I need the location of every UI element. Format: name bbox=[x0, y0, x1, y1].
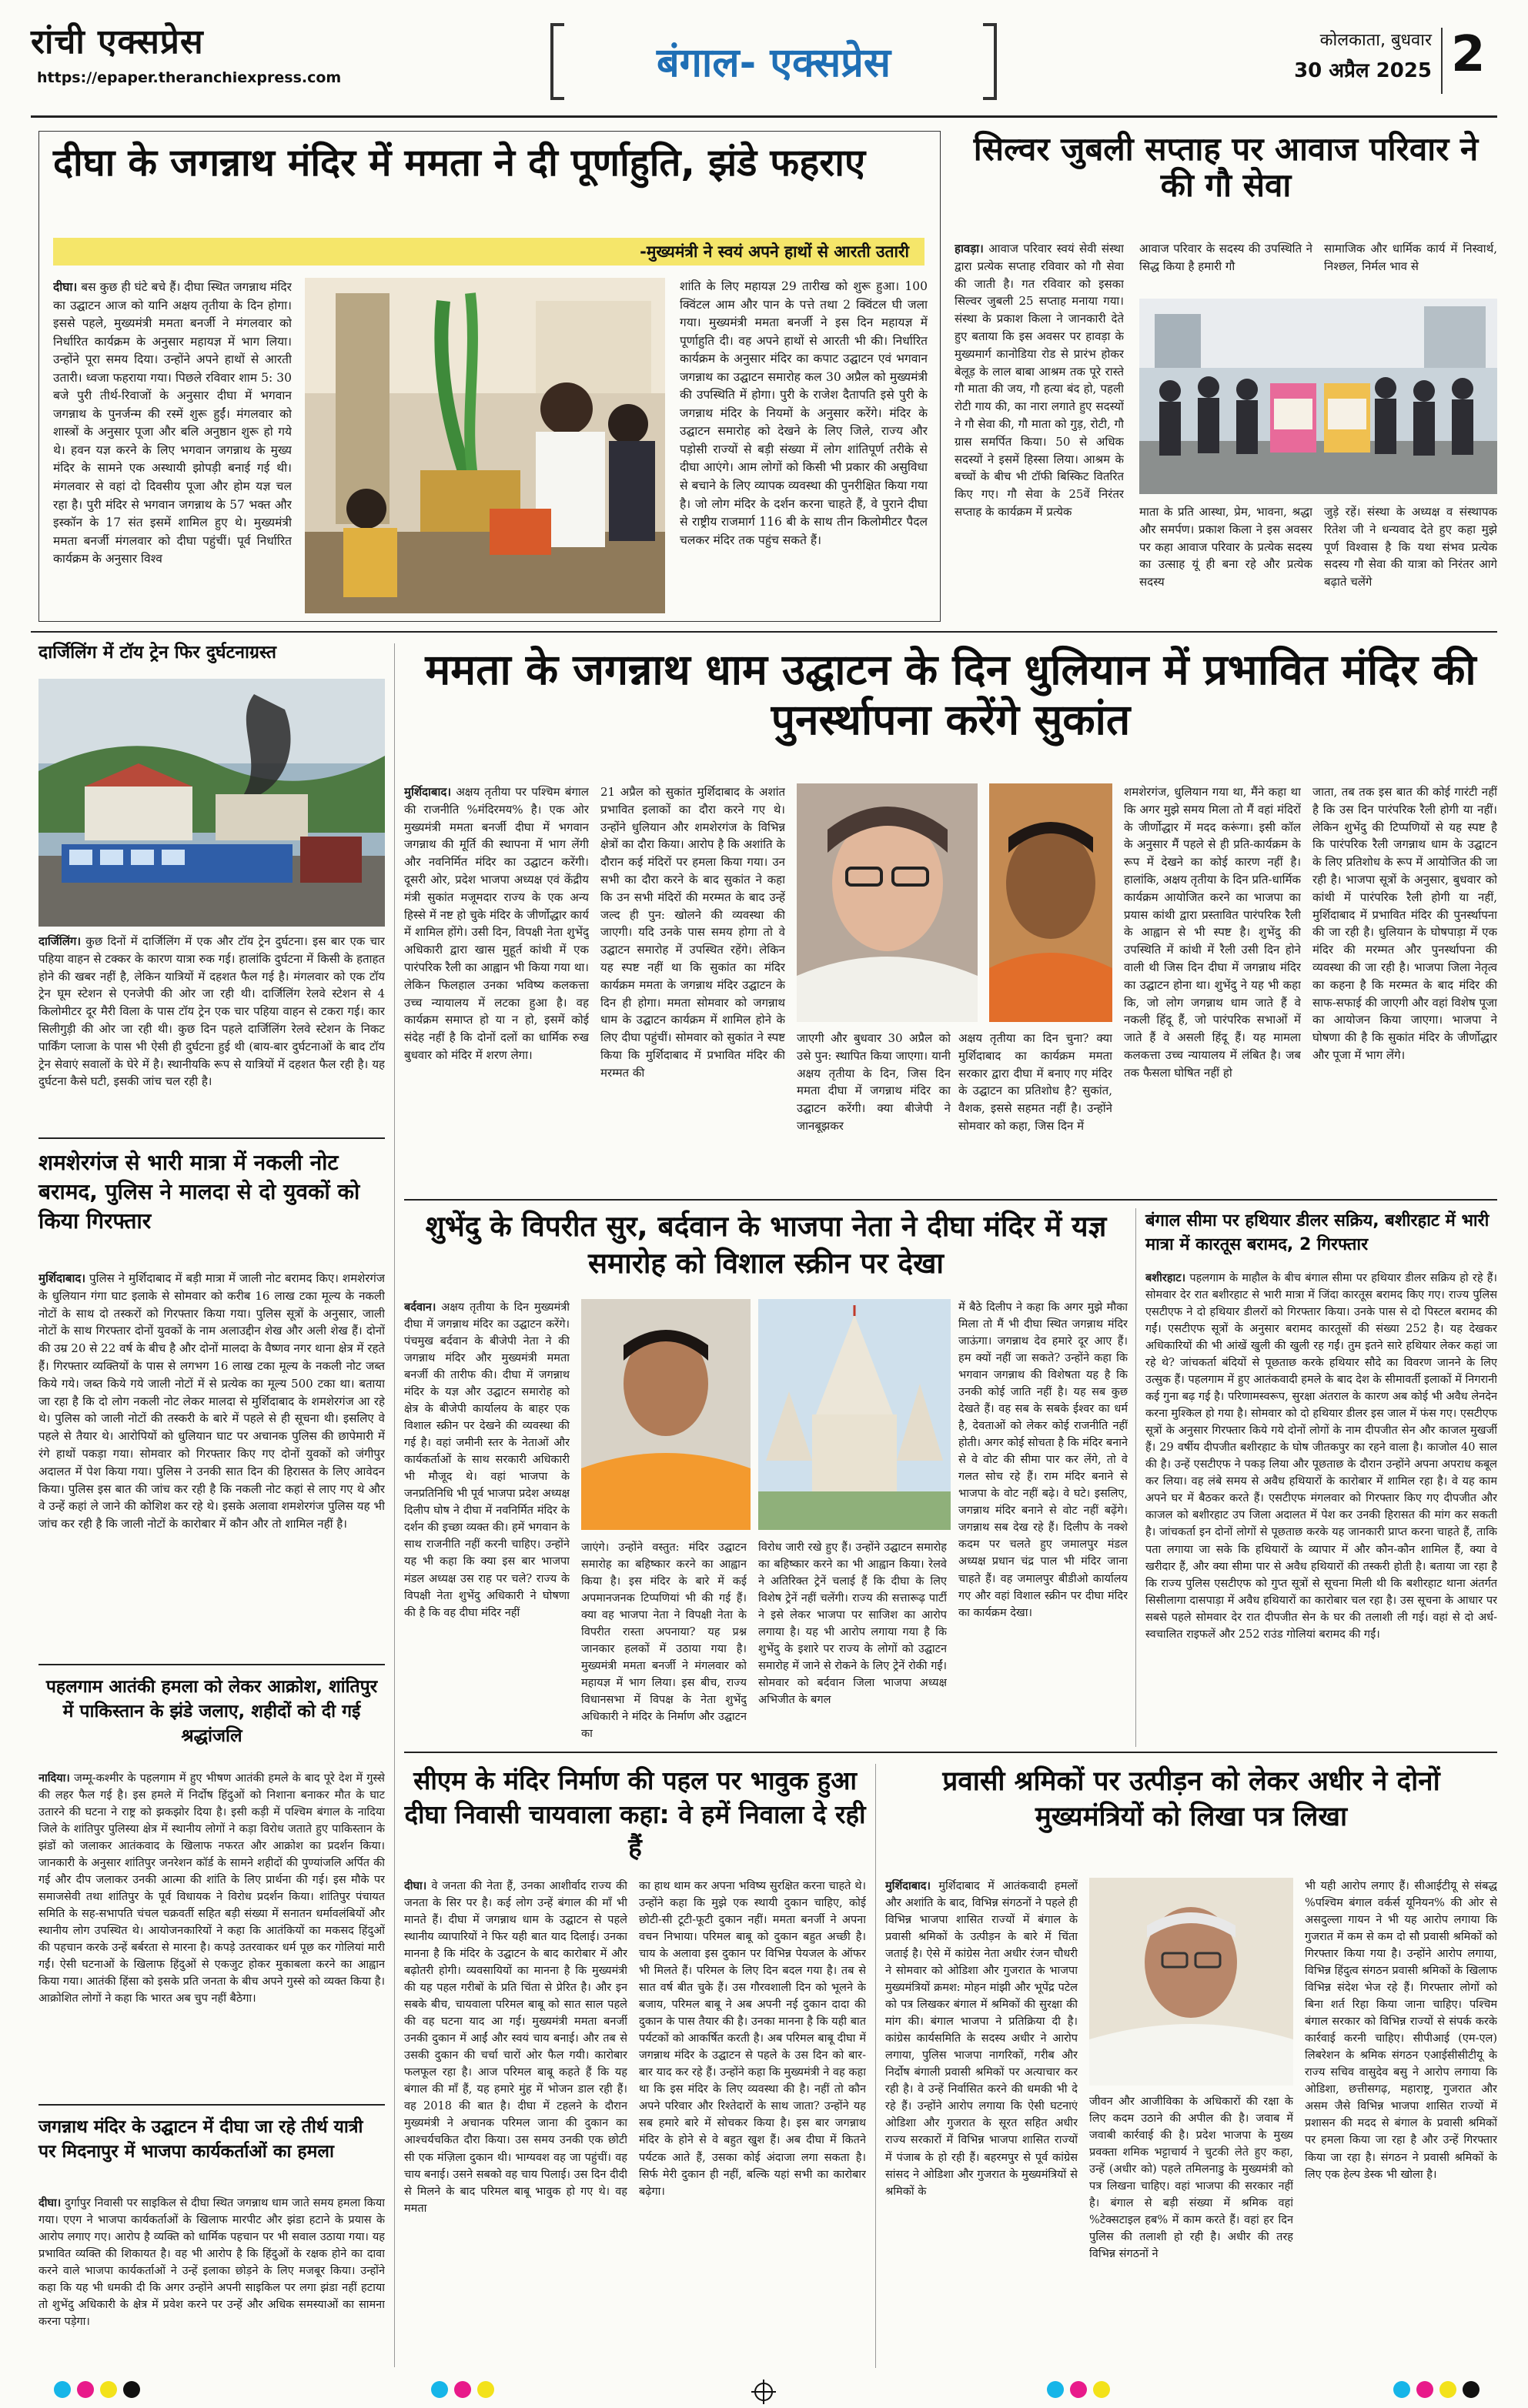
dhulian-col2-wrap bbox=[600, 783, 785, 1191]
rule-mid-1 bbox=[404, 1199, 1497, 1201]
reg-dot-magenta bbox=[77, 2381, 94, 2398]
story-bardhaman bbox=[404, 1208, 1128, 1282]
dateline-silver: हावड़ा। bbox=[955, 242, 984, 255]
bardhaman-text-col3: विरोध जारी रखे हुए हैं। उन्होंने उद्घाटन समारोह का बहिष्कार करने का भी आह्वान किया। रेलवे ने अतिरिक्त ट्रेनें चलाई हैं कि दीघा के लिए विशेष ट्रेनें नहीं चलेंगी। राज्य की सत्तारूढ़ पार्टी ने इसे लेकर भाजपा पर साजिश का आरोप लगाया है। यह भी आरोप लगाया गया है कि शुभेंदु के इशारे पर राज्य के लोगों को उद्घाटन समारोह में जाने से रोकने के लिए ट्रेनें रोकी गईं। सोमवार को बर्दवान जिला भाजपा अध्यक्ष अभिजीत के बगल bbox=[758, 1541, 947, 1707]
dhulian-text-col5: शमशेरगंज, धुलियान गया था, मैंने कहा था कि अगर मुझे समय मिला तो मैं वहां मंदिरों के जीर्णोद्धार में मदद करूंगा। इसी कॉल के अनुसार मैं पहले से ही प्रति-कार्यक्रम के रूप में देखने का कोई कारण नहीं है। हालांकि, अक्षय तृतीया के दिन प्रति-धार्मिक कार्यक्रम आयोजित करने का भाजपा का प्रयास कांथी द्वारा प्रस्तावित पारंपरिक रैली के आह्वान से भी स्पष्ट है। शुभेंदु की उपस्थिति में कांथी में रैली उसी दिन होने वाली थी जिस दिन दीघा में जगन्नाथ मंदिर का उद्घाटन होना था। शुभेंदु ने यह भी कहा कि, जो लोग जगन्नाथ धाम जाते हैं वे नकली हिंदू हैं, जो पारंपरिक सभाओं में जाते हैं वे असली हिंदू हैं। यह मामला कलकत्ता उच्च न्यायालय में लंबित है। जब तक फैसला घोषित नहीं हो bbox=[1124, 785, 1301, 1080]
photo-toy-train bbox=[38, 679, 385, 927]
headline-silver: सिल्वर जुबली सप्ताह पर आवाज परिवार ने की गौ सेवा bbox=[973, 130, 1479, 205]
notes-body-wrap bbox=[38, 1270, 385, 1655]
photo-mamata-yagna bbox=[305, 278, 665, 613]
masthead-date-block bbox=[1239, 28, 1432, 83]
silver-col5-wrap bbox=[1324, 503, 1497, 620]
pahalgam-text bbox=[38, 1770, 385, 2097]
darjeeling-text bbox=[38, 933, 385, 1131]
reg-dot-black-4 bbox=[1463, 2381, 1480, 2398]
headline-notes: शमशेरगंज से भारी मात्रा में नकली नोट बरामद, पुलिस ने मालदा से दो युवकों को किया गिरफ्तार bbox=[38, 1150, 360, 1234]
adhir-col2-wrap bbox=[1089, 2093, 1293, 2367]
reg-dot-yellow-3 bbox=[1093, 2381, 1110, 2398]
silver-text-col3: सामाजिक और धार्मिक कार्य में निस्वार्थ, निश्छल, निर्मल भाव से bbox=[1324, 242, 1497, 273]
story-darjeeling bbox=[38, 643, 385, 663]
teaseller-text-col1 bbox=[404, 1878, 627, 2367]
dhulian-text-col3: जाएगी और बुधवार 30 अप्रैल को उसे पुन: स्थापित किया जाएगा। यानी अक्षय तृतीया के दिन, जिस दिन ममता दीघा में जगन्नाथ मंदिर का उद्घाटन करेंगी। क्या बीजेपी ने जानबूझकर bbox=[797, 1031, 951, 1133]
rule-mid-2 bbox=[404, 1752, 1497, 1753]
masthead-divider bbox=[1441, 28, 1443, 94]
bardhaman-col4-wrap bbox=[958, 1299, 1128, 1742]
dhulian-col4-wrap bbox=[958, 1030, 1112, 1191]
notes-body-text: पुलिस ने मुर्शिदाबाद में बड़ी मात्रा में जाली नोट बरामद किए। शमशेरगंज के धुलियान गंगा घाट इलाके से सोमवार को करीब 16 लाख टका मूल्य के नकली नोटों के साथ दो तस्करों को गिरफ्तार किया गया। पुलिस सूत्रों के अनुसार, जाली नोटों के साथ गिरफ्तार दोनों युवकों के नाम अलाउद्दीन शेख और अली शेख हैं। दोनों की उम्र 20 से 22 वर्ष के बीच है और दोनों मालदा के वैष्णव नगर थाना क्षेत्र में रहते हैं। गिरफ्तार व्यक्तियों के पास से लगभग 16 लाख टका मूल्य के नकली नोट जब्त किये गये। जब्त किये गये जाली नोटों में से प्रत्येक का मूल्य 500 टका था। बताया जा रहा है कि दो लोग नकली नोट लेकर मालदा से मुर्शिदाबाद के शमशेरगंज आ रहे थे। पुलिस को जाली नोटों की तस्करी के बारे में पहले से ही सूचना थी। इसलिए वे पहले से तैयार थे। आरोपियों को धुलियान घाट पर अचानक पुलिस की छापेमारी में रंगे हाथों पकड़ा गया। सोमवार को गिरफ्तार किए गए दोनों युवकों को जंगीपुर अदालत में पेश किया गया। पुलिस ने उनकी सात दिन की हिरासत के लिए आवेदन किया। पुलिस इस बात की जांच कर रही है कि नकली नोट कहां से लाए गए थे और वे उन्हें कहां ले जाने की कोशिश कर रहे थे। इसके अलावा शमशेरगंज पुलिस यह भी जांच कर रही है कि जाली नोटों के कारोबार में कौन और तो शामिल नहीं है। bbox=[38, 1271, 385, 1531]
story-digha bbox=[38, 131, 941, 622]
headline-adhir: प्रवासी श्रमिकों पर उत्पीड़न को लेकर अधीर ने दोनों मुख्यमंत्रियों को लिखा पत्र लिखा bbox=[942, 1766, 1440, 1833]
reg-dot-yellow-2 bbox=[477, 2381, 494, 2398]
dateline-teaseller: दीघा। bbox=[404, 1879, 427, 1892]
dhulian-col5-wrap bbox=[1124, 783, 1301, 1191]
adhir-text-col2: जीवन और आजीविका के अधिकारों की रक्षा के लिए कदम उठाने की अपील की है। जवाब में जवाबी कार्रवाई की है। प्रदेश भाजपा के मुख्य प्रवक्ता शमिक भट्टाचार्य ने चुटकी लेते हुए कहा, उन्हें (अधीर को) पहले तमिलनाडु के मुख्यमंत्री को पत्र लिखना चाहिए। वहां भाजपा की सरकार नहीं है। बंगाल से बड़ी संख्या में श्रमिक वहां %टेक्सटाइल हब% में काम करते हैं। वहां हर दिन पुलिस की तलाशी हो रही है। अधीर की तरह विभिन्न संगठनों ने bbox=[1089, 2096, 1293, 2261]
dhulian-text-col4: अक्षय तृतीया का दिन चुना? क्या मुर्शिदाबाद का कार्यक्रम ममता सरकार द्वारा दीघा में बनाए गए मंदिर के उद्घाटन का प्रतिशोध है? सुकांत, वैशक, इससे सहमत नहीं है। उन्होंने सोमवार को कहा, जिस दिन में bbox=[958, 1031, 1112, 1133]
reg-dot-yellow bbox=[100, 2381, 117, 2398]
adhir-col1-text: मुर्शिदाबाद में आतंकवादी हमलों और अशांति के बाद, विभिन्न संगठनों ने पहले ही विभिन्न भाजपा शासित राज्यों में बंगाल के प्रवासी श्रमिकों के उत्पीड़न के बारे में चिंता जताई है। ऐसे में कांग्रेस नेता अधीर रंजन चौधरी ने सोमवार को ओडिशा और गुजरात के भाजपा मुख्यमंत्रियों क्रमश: मोहन मांझी और भूपेंद्र पटेल को पत्र लिखकर बंगाल में श्रमिकों की सुरक्षा की मांग की। बंगाल भाजपा ने प्रतिक्रिया दी है। कांग्रेस कार्यसमिति के सदस्य अधीर ने आरोप लगाया, पुलिस भाजपा नागरिकों, गरीब और निर्दोष बंगाली प्रवासी श्रमिकों पर अत्याचार कर रही है। वे उन्हें निर्वासित करने की धमकी भी दे रहे हैं। उन्होंने आरोप लगाया कि ऐसी घटनाएं ओडिशा और गुजरात के सूरत सहित अधीर राज्य सरकारों में विभिन्न भाजपा शासित राज्यों में पंजाब के हो रही हैं। बहरमपुर से पूर्व कांग्रेस सांसद ने ओडिशा और गुजरात के मुख्यमंत्रियों से श्रमिकों के bbox=[885, 1880, 1078, 2198]
story-pilgrim bbox=[38, 2115, 385, 2164]
border-body-wrap bbox=[1145, 1270, 1497, 1743]
story-adhir bbox=[885, 1764, 1497, 1835]
footer-color-strip bbox=[0, 2376, 1528, 2408]
teaseller-col2-wrap bbox=[639, 1878, 866, 2367]
bardhaman-col3-wrap bbox=[758, 1539, 947, 1742]
dateline-bardhaman: बर्दवान। bbox=[404, 1301, 436, 1314]
divider-left-column bbox=[394, 643, 395, 2367]
silver-text-col1 bbox=[955, 240, 1124, 620]
page-number: 2 bbox=[1451, 26, 1486, 83]
rule-left-3 bbox=[38, 2104, 385, 2106]
pilgrim-body-text: दुर्गापुर निवासी पर साइकिल से दीघा स्थित जगन्नाथ धाम जाते समय हमला किया गया। एएग ने भाजपा कार्यकर्ताओं के खिलाफ मारपीट और झंडा हटाने के प्रयास के आरोप लगाए गए। आरोप है व्यक्ति को धार्मिक पहचान पर भी सवाल उठाया गया। यह प्रभावित व्यक्ति की शिकायत है। वह भी आरोप है कि हिंदुओं के रक्षक होने का दावा करने वाले भाजपा कार्यकर्ताओं ने उन्हें इलाका छोड़ने के लिए मजबूर किया। उन्होंने कहा कि यह भी धमकी दी कि अगर उन्होंने अपनी साइकिल पर लगा झंडा नहीं हटाया तो शुभेंदु अधिकारी के क्षेत्र में प्रवेश करने पर उन्हें और अधिक समस्याओं का सामना करना पड़ेगा। bbox=[38, 2197, 385, 2329]
masthead-location-day: कोलकाता, बुधवार bbox=[1319, 31, 1432, 50]
photo-bjp-leader bbox=[581, 1299, 751, 1530]
notes-text bbox=[38, 1270, 385, 1655]
headline-pilgrim: जगन्नाथ मंदिर के उद्घाटन में दीघा जा रहे तीर्थ यात्री पर मिदनापुर में भाजपा कार्यकर्ताओं का हमला bbox=[38, 2117, 363, 2163]
bardhaman-text-col1 bbox=[404, 1299, 570, 1742]
reg-dot-black bbox=[123, 2381, 140, 2398]
subhead-digha: -मुख्यमंत्री ने स्वयं अपने हाथों से आरती उतारी bbox=[640, 242, 909, 261]
dhulian-col3-wrap bbox=[797, 1030, 951, 1191]
dhulian-col6-wrap bbox=[1312, 783, 1497, 1191]
border-body-text: पहलगाम के माहौल के बीच बंगाल सीमा पर हथियार डीलर सक्रिय हो रहे हैं। सोमवार देर रात बशीरहाट से भारी मात्रा में जिंदा कारतूस बरामद किए गए। राज्य पुलिस एसटीएफ ने दो हथियार डीलरों को गिरफ्तार किया। उनके पास से दो पिस्टल बरामद की गईं। एसटीएफ सूत्रों के अनुसार बरामद कारतूसों की संख्या 252 है। यह देखकर अधिकारियों की भी आंखें खुली की खुली रह गईं। तुम इतने सारे हथियार लेकर कहां जा रहे थे? जांचकर्ता बंदियों से पूछताछ करके हथियार सौदे का विवरण जानने के लिए उत्सुक हैं। पहलगाम में हुए आतंकवादी हमले के बाद देश के सीमावर्ती इलाकों में निगरानी कई गुना बढ़ गई है। परिणामस्वरूप, सुरक्षा अंतराल के कारण अब कोई भी अवैध लेनदेन करना मुश्किल हो गया है। सोमवार को दो हथियार डीलर इस जाल में फंस गए। एसटीएफ सूत्रों के अनुसार गिरफ्तार किये गये दोनों लोगों के नाम दीपजीत सेन और काजल मुखर्जी हैं। 29 वर्षीय दीपजीत बशीरहाट के घोष जीतकपुर का रहने वाला है। काजोल 40 साल की है। उन्हें एसटीएफ ने पकड़ लिया और पूछताछ के दौरान उन्होंने अपना अपराध कबूल कर लिया। वह लंबे समय से अवैध हथियारों के कारोबार में शामिल रहा है। वे यह काम अपने घर में बैठकर करते हैं। एसटीएफ मंगलवार को गिरफ्तार किए गए दीपजीत और काजल को बशीरहाट उप जिला अदालत में पेश कर उनकी हिरासत की मांग कर सकती है। जांचकर्ता इन दोनों लोगों से पूछताछ करके यह जानकारी प्राप्त करना चाहते हैं, ताकि पता लगाया जा सके कि हथियारों के व्यापार में और कौन-कौन शामिल हैं, क्या वे खरीदार हैं, और क्या सीमा पार से अवैध हथियारों की तस्करी होती है। बताया जा रहा है कि राज्य पुलिस एसटीएफ को गुप्त सूत्रों से सूचना मिली थी कि बशीरहाट थाना अंतर्गत सिसीलागा दासपाड़ा में अवैध हथियारों का कारोबार चल रहा है। उस सूचना के आधार पर सबसे पहले सोमवार देर रात दीपजीत सेन के घर की तलाशी ली गई। वहां से दो अर्ध-स्वचालित राइफलें और 252 राउंड गोलियां बरामद की गईं। bbox=[1145, 1272, 1497, 1641]
silver-col2-wrap bbox=[1139, 240, 1312, 291]
darjeeling-body-text: कुछ दिनों में दार्जिलिंग में एक और टॉय ट्रेन दुर्घटना। इस बार एक चार पहिया वाहन से टक्कर के कारण यात्रा रुक गई। हालांकि दुर्घटना में किसी के हताहत होने की खबर नहीं है, लेकिन यात्रियों में दहशत फैल गई है। मंगलवार को एक टॉय ट्रेन घूम स्टेशन से एनजेपी की ओर जा रही थी। दार्जिलिंग रेलवे स्टेशन से 4 किलोमीटर दूर मैरी विला के पास टॉय ट्रेन एक चार पहिया वाहन से टकरा गई। कार सिलीगुड़ी की ओर जा रही थी। कुछ दिन पहले दार्जिलिंग रेलवे स्टेशन के निकट पार्किंग प्लाजा के पास भी ऐसी ही दुर्घटना हुई थी (बाय-बार दुर्घटनाओं के बाद टॉय ट्रेन सेवाएं सवालों के घेरे में है। स्थानीयकि रूप से यात्रियों में दहशत फैल रही है। यह दुर्घटना कैसे घटी, इसकी जांच चल रही है। bbox=[38, 934, 385, 1089]
story-teaseller bbox=[404, 1764, 866, 1865]
headline-darjeeling: दार्जिलिंग में टॉय ट्रेन फिर दुर्घटनाग्रस्त bbox=[38, 643, 276, 663]
reg-dot-cyan-2 bbox=[431, 2381, 448, 2398]
headline-pahalgam: पहलगाम आतंकी हमला को लेकर आक्रोश, शांतिपुर में पाकिस्तान के झंडे जलाए, शहीदों को दी गई श्रद्धांजलि bbox=[45, 1677, 378, 1747]
section-banner bbox=[550, 23, 997, 94]
dateline-border: बशीरहाट। bbox=[1145, 1271, 1186, 1284]
registration-mark-icon bbox=[751, 2380, 776, 2404]
masthead-brand-block bbox=[31, 17, 342, 109]
rule-left-1 bbox=[38, 1137, 385, 1139]
masthead-brand: रांची एक्सप्रेस bbox=[31, 22, 204, 62]
teaseller-text-col2: का हाथ थाम कर अपना भविष्य सुरक्षित करना चाहते थे। उन्होंने कहा कि मुझे एक स्थायी दुकान चाहिए, कोई छोटी-सी टूटी-फूटी दुकान नहीं। ममता बनर्जी ने अपना वचन निभाया। परिमल बाबू को दुकान बहुत अच्छी है। चाय के अलावा इस दुकान पर विभिन्न पेयजल के ऑफर भी मिलते हैं। परिमल के लिए दिन बदल गया है। तब से सात वर्ष बीत चुके हैं। उस गौरवशाली दिन को भूलने के बजाय, परिमल बाबू ने अब अपनी नई दुकान दादा की दुकान के पास तैयार की है। उनका मानना है कि यही बात पर्यटकों को आकर्षित करती है। अब परिमल बाबू दीघा में जगन्नाथ मंदिर के उद्घाटन से पहले के उस दिन को बार-बार याद कर रहे हैं। उन्होंने कहा कि मुख्यमंत्री ने वह कहा था कि इस मंदिर के लिए व्यवस्था की है। नहीं तो कौन अपने परिवार और रिश्तेदारों के साथ जाता? उन्होंने यह सब हमारे बारे में सोचकर किया है। इस बार जगन्नाथ मंदिर के होने से वे बहुत खुश हैं। अब दीघा में कितने पर्यटक आते हैं, उसका कोई अंदाजा लगा सकता है। सिर्फ मेरी दुकान ही नहीं, बल्कि यहां सभी का कारोबार बढ़ेगा। bbox=[639, 1880, 866, 2198]
silver-col3-wrap bbox=[1324, 240, 1497, 291]
digha-text-col1 bbox=[53, 278, 292, 613]
headline-dhulian: ममता के जगन्नाथ धाम उद्घाटन के दिन धुलियान में प्रभावित मंदिर की पुनर्स्थापना करेंगे सुकांत bbox=[425, 645, 1476, 744]
dateline-pahalgam: नादिया। bbox=[38, 1772, 70, 1785]
adhir-text-col3: भी यही आरोप लगाए हैं। सीआईटीयू से संबद्ध %पश्चिम बंगाल वर्कर्स यूनियन% की ओर से असदुल्ला गायन ने भी यह आरोप लगाया कि गुजरात में कम से कम दो सौ प्रवासी श्रमिकों को गिरफ्तार किया गया है। उन्होंने आरोप लगाया, विभिन्न हिंदुत्व संगठन प्रवासी श्रमिकों के खिलाफ विभिन्न संदेश भेज रहे हैं। गिरफ्तार लोगों को बिना शर्त रिहा किया जाना चाहिए। पश्चिम बंगाल सरकार को विभिन्न राज्यों से संपर्क करके कार्रवाई करनी चाहिए। सीपीआई (एम-एल) लिबरेशन के श्रमिक संगठन एआईसीसीटीयू के राज्य सचिव वासुदेव बसु ने आरोप लगाया कि ओडिशा, छत्तीसगढ़, महाराष्ट्र, गुजरात और असम जैसे विभिन्न भाजपा शासित राज्यों में प्रशासन की मदद से बंगाल के प्रवासी श्रमिकों पर हमला किया जा रहा है और उन्हें गिरफ्तार किया जा रहा है। संगठन ने प्रवासी श्रमिकों के लिए एक हेल्प डेस्क भी खोला है। bbox=[1305, 1880, 1497, 2181]
digha-col1-wrap bbox=[53, 278, 292, 613]
dateline-notes: मुर्शिदाबाद। bbox=[38, 1271, 86, 1285]
reg-dot-yellow-4 bbox=[1439, 2381, 1456, 2398]
photo-mamata bbox=[797, 783, 978, 1022]
reg-dot-cyan bbox=[54, 2381, 71, 2398]
rule-left-2 bbox=[38, 1664, 385, 1665]
masthead-url-row bbox=[31, 68, 342, 88]
dhulian-text-col6: जाता, तब तक इस बात की कोई गारंटी नहीं है कि उस दिन पारंपरिक रैली होगी या नहीं। लेकिन शुभेंदु की टिप्पणियों से यह स्पष्ट है कि पारंपरिक रैली जगन्नाथ धाम के उद्घाटन के लिए प्रतिशोध के रूप में आयोजित की जा रही है। भाजपा सूत्रों के अनुसार, बुधवार को कांथी में पारंपरिक रैली होगी या नहीं, मुर्शिदाबाद में प्रभावित मंदिर की पुनर्स्थापना की जा रही है। धुलियान के घोषपाड़ा में एक मंदिर की मरम्मत और पुनर्स्थापना की व्यवस्था की जा रही है। भाजपा जिला नेतृत्व का कहना है कि मरम्मत के बाद मंदिर की साफ-सफाई की जाएगी और वहां विशेष पूजा का आयोजन किया जाएगा। भाजपा ने घोषणा की है कि सुकांत मंदिर के जीर्णोद्धार और पूजा में भाग लेंगे। bbox=[1312, 785, 1497, 1062]
silver-text-col5: जुड़े रहें। संस्था के अध्यक्ष व संस्थापक रितेश जी ने धन्यवाद देते हुए कहा मुझे पूर्ण विश्वास है कि यथा संभव प्रत्येक सदस्य गौ सेवा की यात्रा को निरंतर आगे बढ़ाते चलेंगे bbox=[1324, 505, 1497, 589]
adhir-col1-wrap bbox=[885, 1878, 1078, 2367]
rule-top-section bbox=[31, 631, 1497, 633]
dhulian-text-col2: 21 अप्रैल को सुकांत मुर्शिदाबाद के अशांत प्रभावित इलाकों का दौरा करने गए थे। उन्होंने धुलियान और शमशेरगंज के विभिन्न क्षेत्रों का दौरा किया। आरोप है कि अशांति के दौरान कई मंदिरों पर हमला किया गया। उन सभी का दौरा करने के बाद सुकांत ने कहा कि उन सभी मंदिरों की मरम्मत के बाद उन्हें जल्द ही पुन: खोलने की व्यवस्था की जाएगी। यदि उनके पास समय होगा तो वे उद्घाटन समारोह में उपस्थित रहेंगे। लेकिन यह स्पष्ट नहीं था कि सुकांत का मंदिर कार्यक्रम ममता के जगन्नाथ मंदिर उद्घाटन के दिन ही होगा। ममता सोमवार को जगन्नाथ धाम के उद्घाटन कार्यक्रम में शामिल होने के लिए दीघा पहुंचीं। सोमवार को सुकांत ने स्पष्ट किया कि मुर्शिदाबाद में प्रभावित मंदिर की मरम्मत की bbox=[600, 785, 785, 1080]
reg-dot-magenta-4 bbox=[1416, 2381, 1433, 2398]
dhulian-col1-text: अक्षय तृतीया पर पश्चिम बंगाल की राजनीति %मंदिरमय% है। एक ओर मुख्यमंत्री ममता बनर्जी दीघा में भगवान जगन्नाथ की मूर्ति की स्थापना में भाग लेंगी और नवनिर्मित मंदिर का उद्घाटन करेंगी। दूसरी ओर, प्रदेश भाजपा अध्यक्ष एवं केंद्रीय मंत्री सुकांत मजूमदार राज्य के एक अन्य हिस्से में नष्ट हो चुके मंदिर के जीर्णोद्धार कार्य में शामिल होंगे। उसी दिन, विपक्षी नेता शुभेंदु अधिकारी द्वारा खास मुहूर्त कांथी में एक पारंपरिक रैली का आह्वान भी किया गया था। लेकिन फिलहाल उनका भविष्य कलकत्ता उच्च न्यायालय में लटका हुआ है। वह कार्यक्रम समाप्त हो या न हो, इसमें कोई संदेह नहीं है कि दोनों दलों का धार्मिक रुख बुधवार को मंदिर में शरण लेगा। bbox=[404, 785, 589, 1062]
digha-col2-wrap bbox=[680, 278, 928, 613]
teaseller-col1-text: वे जनता की नेता हैं, उनका आशीर्वाद राज्य की जनता के सिर पर है। कई लोग उन्हें बंगाल की माँ भी मानते हैं। दीघा में जगन्नाथ धाम के उद्घाटन से पहले स्थानीय व्यापारियों ने फिर यही बात याद दिलाई। उनका मानना है कि मंदिर के उद्घाटन के बाद कारोबार में और बढ़ोतरी होगी। व्यवसायियों का मानना है कि मुख्यमंत्री की यह पहल गरीबों के प्रति चिंता से प्रेरित है। और इन सबके बीच, चायवाला परिमल बाबू को सात साल पहले की वह घटना याद आ गई। मुख्यमंत्री ममता बनर्जी उनकी दुकान में आईं और स्वयं चाय बनाई। और तब से उसकी दुकान की चर्चा चारों ओर फैल गयी। कारोबार फलफूल रहा है। आज परिमल बाबू कहते हैं कि यह बंगाल की माँ हैं, यह हमारे मुंह में भोजन डाल रही हैं। वह 2018 की बात है। दीघा में टहलने के दौरान मुख्यमंत्री ने अचानक परिमल जाना की दुकान का आश्चर्यचकित दौरा किया। उस समय उनकी एक छोटी सी एक मंज़िला दुकान थी। भाग्यवश वह जा पहुंचीं। वह चाय बनाई। उसने सबको वह चाय पिलाई। उस दिन दीदी से मिलने के बाद परिमल बाबू भावुक हो गए थे। वह ममता bbox=[404, 1880, 627, 2215]
adhir-text-col1 bbox=[885, 1878, 1078, 2367]
headline-teaseller: सीएम के मंदिर निर्माण की पहल पर भावुक हुआ दीघा निवासी चायवाला कहा: वे हमें निवाला दे रही हैं bbox=[404, 1765, 866, 1863]
reg-dot-cyan-3 bbox=[1047, 2381, 1064, 2398]
adhir-col3-wrap bbox=[1305, 1878, 1497, 2367]
silver-col4-wrap bbox=[1139, 503, 1312, 620]
masthead-url[interactable]: https://epaper.theranchiexpress.com bbox=[37, 69, 342, 86]
divider-adhir-story bbox=[875, 1764, 876, 2368]
border-text bbox=[1145, 1270, 1497, 1743]
photo-sukant bbox=[989, 783, 1112, 1022]
bardhaman-text-col4: में बैठे दिलीप ने कहा कि अगर मुझे मौका मिला तो मैं भी दीघा स्थित जगन्नाथ मंदिर जाऊंगा। जगन्नाथ देव हमारे दूर आए हैं। हम क्यों नहीं जा सकते? उन्होंने कहा कि भगवान जगन्नाथ की विशेषता यह है कि उनकी कोई जाति नहीं है। यह सब कुछ देखते हैं। वह सब के सबके ईश्वर का धर्म है, देवताओं को लेकर कोई राजनीति नहीं होती। अगर कोई सोचता है कि मंदिर बनाने से वे वोट की सीमा पार कर लेंगे, तो वे गलत सोच रहे हैं। राम मंदिर बनाने से भाजपा के वोट नहीं बढ़े। वे घटे। इसलिए, जगन्नाथ मंदिर बनाने से वोट नहीं बढ़ेंगे। जगन्नाथ सब देख रहे हैं। दिलीप के नक्शे कदम पर चलते हुए जमालपुर मंडल अध्यक्ष प्रधान चंद्र पाल भी मंदिर जाना चाहते हैं। वह जमालपुर बीडीओ कार्यालय गए और वहां विशाल स्क्रीन पर दीघा मंदिर का कार्यक्रम देखा। bbox=[958, 1301, 1128, 1619]
teaseller-col1-wrap bbox=[404, 1878, 627, 2367]
reg-dot-cyan-4 bbox=[1393, 2381, 1410, 2398]
dateline-pilgrim: दीघा। bbox=[38, 2196, 62, 2209]
story-dhulian bbox=[404, 645, 1497, 745]
headline-digha: दीघा के जगन्नाथ मंदिर में ममता ने दी पूर्णाहुति, झंडे फहराए bbox=[53, 141, 866, 185]
photo-group-cow-seva bbox=[1139, 299, 1497, 494]
masthead-date: 30 अप्रैल 2025 bbox=[1294, 59, 1432, 82]
divider-border-story bbox=[1135, 1208, 1136, 1747]
story-notes bbox=[38, 1148, 385, 1235]
bardhaman-col2-wrap bbox=[581, 1539, 747, 1742]
photo-jagannath-temple bbox=[758, 1299, 951, 1530]
subhead-bar-digha bbox=[53, 238, 924, 266]
pilgrim-body-wrap bbox=[38, 2195, 385, 2367]
dhulian-text-col1 bbox=[404, 783, 589, 1191]
story-border bbox=[1145, 1210, 1497, 1257]
pilgrim-text bbox=[38, 2195, 385, 2367]
digha-text-col2: शांति के लिए महायज्ञ 29 तारीख को शुरू हुआ। 100 क्विंटल आम और पान के पत्ते तथा 2 क्विंटल घी जला गया। मुख्यमंत्री ममता बनर्जी ने इस दिन महायज्ञ में पूर्णाहुति दी। वह अपने हाथों से आरती भी की। निर्धारित कार्यक्रम के अनुसार मंदिर का कपाट उद्घाटन एवं भगवान जगन्नाथ का उद्घाटन समारोह कल 30 अप्रैल को मुख्यमंत्री की उपस्थिति में होगा। पुरी के राजेश दैतापति इसे पुरी के जगन्नाथ मंदिर के नियमों के अनुसार करेंगे। मंदिर के उद्घाटन समारोह को देखने के लिए जिले, राज्य और पड़ोसी राज्यों से बड़ी संख्या में लोग शांतिपूर्ण तरीके से दीघा आएंगे। आम लोगों को किसी भी प्रकार की असुविधा से बचाने के लिए व्यापक व्यवस्था की पुनरीक्षित किया गया है। जो लोग मंदिर के दर्शन करना चाहते हैं, वे पुराने दीघा से राष्ट्रीय राजमार्ग 116 बी के साथ तीन किलोमीटर पैदल चलकर मंदिर तक पहुंच सकते हैं। bbox=[680, 279, 928, 547]
pahalgam-body-wrap bbox=[38, 1770, 385, 2097]
story-pahalgam bbox=[38, 1675, 385, 1749]
silver-col1-wrap bbox=[955, 240, 1124, 620]
section-title: बंगाल- एक्सप्रेस bbox=[656, 40, 891, 86]
digha-col1-text: बस कुछ ही घंटे बचे हैं। दीघा स्थित जगन्नाथ मंदिर का उद्घाटन आज को यानि अक्षय तृतीया के दिन होगा। इससे पहले, मुख्यमंत्री ममता बनर्जी ने मंगलवार को निर्धारित कार्यक्रम के अनुसार महायज्ञ में भाग लिया। उन्होंने पूरा समय दिया। उन्होंने अपने हाथों से आरती उतारी। ध्वजा फहराया गया। पिछले रविवार शाम 5: 30 बजे पुरी तीर्थ-रिवाजों के अनुसार दीघा में भगवान जगन्नाथ के पुनर्जन्म की रस्में शुरू हुईं। मंगलवार को शास्त्रों के अनुसार पूजा और बलि अनुष्ठान शुरू हो गये थे। हवन यज्ञ करने के लिए भगवान जगन्नाथ के मुख्य मंदिर के सामने एक अस्थायी झोपड़ी बनाई गई थी। मंगलवार से वहां दो दिवसीय पूजा और होम यज्ञ चल रहा है। पुरी मंदिर से भगवान जगन्नाथ के 57 भक्त और इस्कॉन के 17 संत इसमें शामिल हुए थे। मुख्यमंत्री ममता बनर्जी मंगलवार को दीघा पहुंचीं। पूर्व निर्धारित कार्यक्रम के अनुसार विश्व bbox=[53, 280, 292, 566]
bardhaman-text-col2: जाएंगे। उन्होंने वस्तुत: मंदिर उद्घाटन समारोह का बहिष्कार करने का आह्वान किया है। इस मंदिर के बारे में कई अपमानजनक टिप्पणियां भी की गई हैं। क्या वह भाजपा नेता ने विपक्षी नेता के विपरीत रास्ता अपनाया? यह प्रश्न जानकार हलकों में उठाया गया है। मुख्यमंत्री ममता बनर्जी ने मंगलवार को महायज्ञ में भाग लिया। इस बीच, राज्य विधानसभा में विपक्ष के नेता शुभेंदु अधिकारी ने मंदिर के निर्माण और उद्घाटन का bbox=[581, 1541, 747, 1741]
dateline-adhir: मुर्शिदाबाद। bbox=[885, 1879, 931, 1892]
story-silver bbox=[955, 131, 1497, 620]
photo-adhir bbox=[1089, 1878, 1293, 2086]
reg-dot-magenta-3 bbox=[1070, 2381, 1087, 2398]
silver-text-col4: माता के प्रति आस्था, प्रेम, भावना, श्रद्धा और समर्पण। प्रकाश किला ने इस अवसर पर कहा आवाज परिवार के प्रत्येक सदस्य का उत्साह यूं ही बना रहे और प्रत्येक सदस्य bbox=[1139, 505, 1312, 589]
masthead-rule bbox=[31, 115, 1497, 118]
pahalgam-body-text: जम्मू-कश्मीर के पहलगाम में हुए भीषण आतंकी हमले के बाद पूरे देश में गुस्से की लहर फैल गई है। इस हमले में निर्दोष हिंदुओं को निशाना बनाकर मौत के घाट उतारने की घटना ने राष्ट्र को झकझोर दिया है। इसी कड़ी में पश्चिम बंगाल के नादिया जिले के शांतिपुर पुलिस्या क्षेत्र में स्थानीय लोगों ने कड़ा विरोध जताते हुए पाकिस्तान के झंडों को जलाकर आतंकवाद के खिलाफ नफरत और आक्रोश का प्रदर्शन किया। जानकारी के अनुसार शांतिपुर जनरेशन कॉर्ड के सामने शहीदों की पुण्यांजलि अर्पित की गई और दीप जलाकर उनकी आत्मा की शांति के लिए प्रार्थना की गई। इस मौके पर समाजसेवी तथा शांतिपुर के पूर्व विधायक ने विरोध प्रदर्शन किया। शांतिपुर पंचायत समिति के सह-सभापति चंचल चक्रवर्ती सहित बड़ी संख्या में सनातन धर्मावलंबियों और स्थानीय लोग उपस्थित थे। आयोजनकारियों ने कहा कि आतंकियों का मकसद हिंदुओं की पहचान करके उन्हें बर्बरता से मारना है। कपड़े उतरवाकर धर्म पूछ कर गोलियां मारी गईं। ऐसी घटनाओं के खिलाफ हिंदुओं से एकजुट होकर मुकाबला करने का आह्वान किया गया। आतंकी हिंसा को इसके प्रति जनता के बीच अपने गुस्से को व्यक्त किया है। आक्रोशित लोगों ने कहा कि भारत अब चुप नहीं बैठेगा। bbox=[38, 1772, 385, 2006]
headline-bardhaman: शुभेंदु के विपरीत सुर, बर्दवान के भाजपा नेता ने दीघा मंदिर में यज्ञ समारोह को विशाल स्क्रीन पर देखा bbox=[425, 1210, 1107, 1281]
reg-dot-magenta-2 bbox=[454, 2381, 471, 2398]
bardhaman-col1-text: अक्षय तृतीया के दिन मुख्यमंत्री दीघा में जगन्नाथ मंदिर का उद्घाटन करेंगे। पंचमुख बर्दवान के बीजेपी नेता ने की जगन्नाथ मंदिर और मुख्यमंत्री ममता बनर्जी की तारीफ की। दीघा में जगन्नाथ मंदिर के यज्ञ और उद्घाटन समारोह को क्षेत्र के बीजेपी कार्यालय के बाहर एक विशाल स्क्रीन पर देखने की व्यवस्था की गई है। वहां जमीनी स्तर के नेताओं और कार्यकर्ताओं के साथ सरकारी अधिकारी भी मौजूद थे। वहां भाजपा के जनप्रतिनिधि भी पूर्व भाजपा प्रदेश अध्यक्ष दिलीप घोष ने दीघा में नवनिर्मित मंदिर के दर्शन की इच्छा व्यक्त की। हमें भगवान के साथ राजनीति नहीं करनी चाहिए। उन्होंने यह भी कहा कि क्या इस बार भाजपा मंडल अध्यक्ष उस राह पर चले? राज्य के विपक्षी नेता शुभेंदु अधिकारी ने घोषणा की है कि वह दीघा मंदिर नहीं bbox=[404, 1301, 570, 1619]
darjeeling-body-wrap bbox=[38, 933, 385, 1131]
dhulian-col1-wrap bbox=[404, 783, 589, 1191]
dateline-digha: दीघा। bbox=[53, 279, 78, 294]
silver-col1-text: आवाज परिवार स्वयं सेवी संस्था द्वारा प्रत्येक सप्ताह रविवार को गौ सेवा की जाती है। गत रविवार को इसका सिल्वर जुबली 25 सप्ताह मनाया गया। संस्था के प्रकाश किला ने जानकारी देते हुए बताया कि इस अवसर पर हावड़ा के मुख्यमार्ग कानोडिया रोड से प्रारंभ होकर बेलूड़ के लाल बाबा आश्रम तक पूरे रास्ते गौ माता की जय, गौ हत्या बंद हो, पहली रोटी गाय की, का नारा लगाते हुए सदस्यों ने गौ सेवा की, गौ माता को गुड़, रोटी, गौ ग्रास समर्पित किया। 50 से अधिक सदस्यों ने इसमें हिस्सा लिया। आश्रम के बच्चों के बीच भी टॉफी बिस्किट वितरित किए गए। गौ सेवा के 25वें निरंतर सप्ताह के कार्यक्रम में प्रत्येक bbox=[955, 242, 1124, 519]
dateline-dhulian: मुर्शिदाबाद। bbox=[404, 785, 452, 799]
dateline-darjeeling: दार्जिलिंग। bbox=[38, 934, 82, 948]
silver-text-col2: आवाज परिवार के सदस्य की उपस्थिति ने सिद्ध किया है हमारी गौ bbox=[1139, 242, 1312, 273]
headline-border: बंगाल सीमा पर हथियार डीलर सक्रिय, बशीरहाट में भारी मात्रा में कारतूस बरामद, 2 गिरफ्तार bbox=[1145, 1211, 1490, 1254]
bardhaman-col1-wrap bbox=[404, 1299, 570, 1742]
